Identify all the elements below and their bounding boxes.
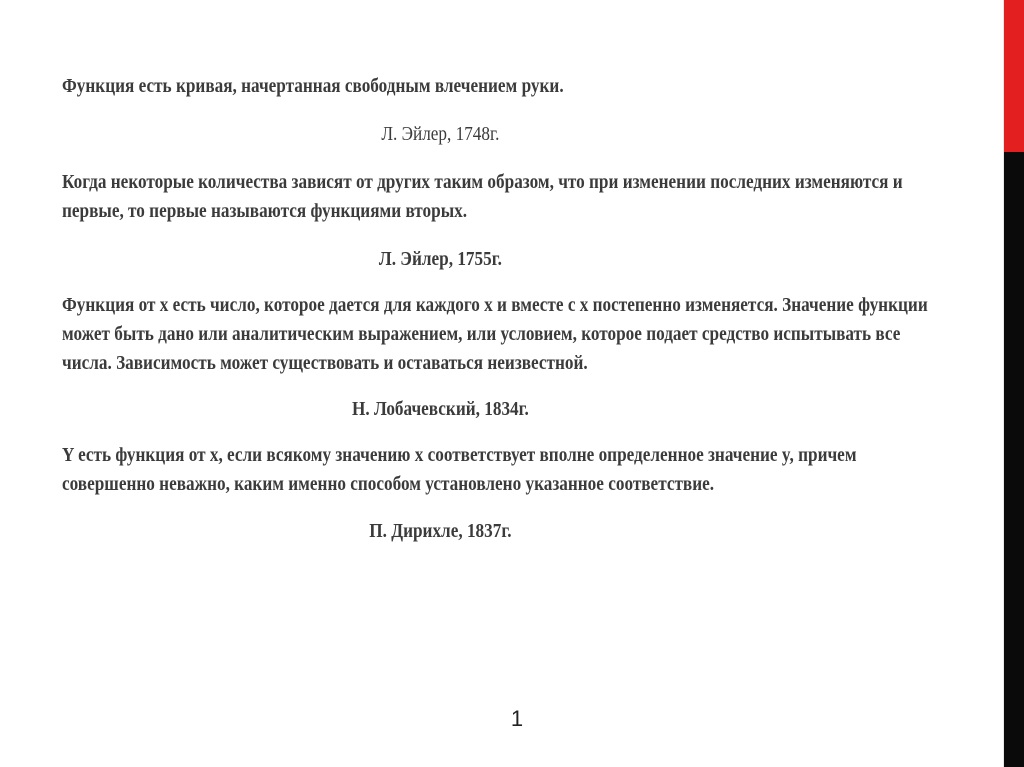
accent-bar-red <box>1004 0 1024 152</box>
quote-author-2: Л. Эйлер, 1755г. <box>378 248 502 270</box>
quote-author-4: П. Дирихле, 1837г. <box>369 520 512 542</box>
accent-bar-black <box>1004 152 1024 767</box>
slide-content <box>62 72 931 546</box>
quote-text-1: Функция есть кривая, начертанная свободным влечением руки. <box>62 75 564 97</box>
quote-text-2: Когда некоторые количества зависят от других таким образом, что при изменении последних изменяются и первые, то первые называются функциями вторых. <box>62 171 903 222</box>
quote-author-1: Л. Эйлер, 1748г. <box>381 123 500 145</box>
page-number: 1 <box>510 706 524 731</box>
quote-text-4: Y есть функция от x, если всякому значению x соответствует вполне определенное значение y, причем совершенно неважно, каким именно способом установлено указанное соответствие. <box>62 444 857 495</box>
quote-text-3: Функция от x есть число, которое дается для каждого x и вместе с x постепенно изменяется. Значение функции может быть дано или аналитическим выражением, или условием, которое подает средство испытывать все числа. Зависимость может существовать и оставаться неизвестной. <box>62 294 928 374</box>
quote-author-3: Н. Лобачевский, 1834г. <box>351 398 529 420</box>
edge-divider <box>1003 0 1004 767</box>
